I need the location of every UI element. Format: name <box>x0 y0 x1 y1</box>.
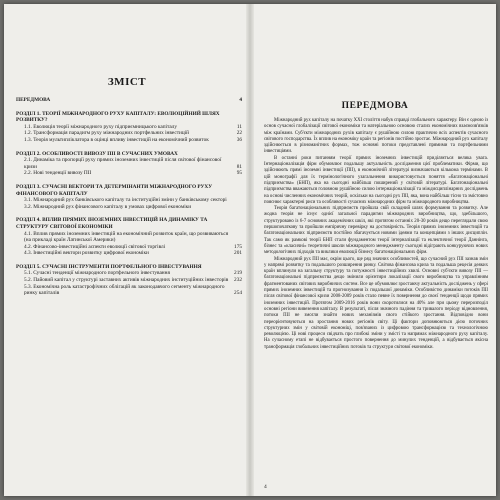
toc-entry-text: ПЕРЕДМОВА <box>16 97 51 103</box>
page-number: 4 <box>264 484 267 490</box>
preface-paragraph: В останні роки питанням теорії прямих іноземних інвестицій приділяється велика увага. Інтернаціоналізація фірм обумовлює подальшу актуальність дослідження цієї проблематики. Фірми, що здійснюють прямі іноземні інвестиції (ПІІ), в економічній літературі визначаються кількома термінами. В цій монографії для їх термінологічного узагальнення використовується поняття «багатонаціональні підприємства» (БНП), яка на сьогодні найбільш поширений у світовій літературі. Багатонаціональні підприємства вважаються головною рушійною силою інтернаціоналізації та міждисциплінарних досліджень на основі численних економічних теорій, оскільки на сьогодні рух ПІІ, яка, вона найбільш тісно та змістовно пояснює характерні риси та особливості сучасних міжнародних фірм та міжнародного виробництва. <box>264 155 488 205</box>
toc-entry-text: 3.1. Міжнародний рух банківського капіталу та інституційні зміни у банківському секторі <box>24 197 227 204</box>
toc-entry-page: 232 <box>234 277 242 284</box>
toc-entry-page: 201 <box>234 250 242 257</box>
toc-entry <box>16 111 242 124</box>
toc-entry-text: 1.3. Теорія мультипліклатора в оцінці впливу інвестицій на економічний розвиток <box>24 136 209 143</box>
toc-entry-text: 4.1. Вплив прямих іноземних інвестицій на економічний розвиток країн, що розвиваються (на прикладі країн Латинської Америки) <box>24 230 229 244</box>
toc-entry-text: 5.1. Сучасні тенденції міжнародного портфельного інвестування <box>24 270 170 277</box>
book-gutter <box>246 4 254 496</box>
toc-entry <box>16 137 242 144</box>
toc-entry-page: 11 <box>236 123 242 130</box>
toc-entry-page: 95 <box>236 170 242 177</box>
toc-entry-text: РОЗДІЛ 5. СУЧАСНІ ІНСТРУМЕНТИ ПОРТФЕЛЬНОГО ІНВЕСТУВАННЯ <box>16 263 202 270</box>
toc-entry-text: 2.1. Динаміка та пропорції руху прямих іноземних інвестицій після світової фінансової кризи <box>24 157 222 170</box>
toc-entry <box>16 184 242 197</box>
toc-entry <box>16 217 242 230</box>
toc-entry <box>16 250 242 257</box>
contents-title: ЗМІСТ <box>107 76 147 88</box>
toc-entry-text: 1.2. Трансформація парадигм руху міжнародних портфельних інвестицій <box>24 130 189 137</box>
preface-paragraph: Міжнародний рух ПІІ має, окрім цього, ще ряд значних особливостей, що сучасний рух ПІІ зазнав змін у напрямі розвитку та подальшого розширення ринку. Світова фінансова криза та подальша рецесія деяких країн вплинули на загальну структуру та потужності інвестиційних хвилі. Основні суб'єкти вивозу ПІІ — багатонаціональні підприємства дещо змінили орієнтири локалізації свого виробництва та управлінням фрагментованих світових виробничих систем. Все це обумовлює зростаючу актуальність досліджень у сфері прямих іноземних інвестицій та прогнозування їх подальшої динаміки. Особливістю динаміки потоків ПІІ після світової фінансової кризи 2008-2009 років стало певне їх повернення до своєї тенденції щодо прямих іноземних інвестицій. Протягом 2009-2016 років вони скоротилися на 40% але при цьому перерозподіл основні регіони вивезення капіталу. В результаті, після значного падіння та тривалого періоду відновлення, потоки ПІІ не змогли знайти нових механізмів свого стійкого зростання. Відповідно вони переорієнтовуються на зростання нових регіонів світу. Ці фактори доповнюються дією поточних структурних змін у світовій економіці, пов'язаних із цифровою трансформацією та технологічною революцією. Ці нові процеси свідчать про глибокі зміни у змісті та напрямах міжнародного руху капіталу. На сучасному етапі не відбувається простого повернення до минулих тенденцій, а відбувається якісна трансформація глобальних інвестиційних потоків та структури світової економіки. <box>264 256 488 350</box>
toc-entry-text: 4.2. Фінансово-інвестиційні аспекти еволюції світової торгівлі <box>24 243 166 250</box>
toc-entry <box>16 97 242 104</box>
toc-entry <box>16 157 242 170</box>
toc-entry <box>16 197 242 204</box>
toc-entry-text: 4.3. Інвестиційні вектори розвитку цифрової економіки <box>24 250 149 257</box>
toc-entry-text: РОЗДІЛ 4. ВПЛИВ ПРЯМИХ ІНОЗЕМНИХ ІНВЕСТИЦІЙ НА ДИНАМІКУ ТА СТРУКТУРУ СВІТОВОЇ ЕКОНОМІКИ <box>16 217 208 230</box>
toc-entry-text: 3.2. Міжнародний рух фінансового капіталу в умовах цифрової економіки <box>24 203 192 210</box>
toc-entry-page: 22 <box>236 130 242 137</box>
toc-entry-page: 254 <box>234 290 242 297</box>
toc-entry-page: 36 <box>236 136 242 143</box>
toc-entry-text: 5.3. Економічна роль катастрофічних облігацій як законодавчого сегменту міжнародного ринку капіталів <box>24 283 225 297</box>
toc-entry-page: 81 <box>236 163 242 170</box>
toc-entry-text: РОЗДІЛ 2. ОСОБЛИВОСТІ ВИВОЗУ ПІІ В СУЧАСНИХ УМОВАХ <box>16 150 178 157</box>
toc-entry <box>16 170 242 177</box>
preface-page <box>258 4 492 496</box>
toc-entry-page: 219 <box>234 270 242 277</box>
toc-entry <box>16 204 242 211</box>
toc-entry-text: РОЗДІЛ 1. ТЕОРІЇ МІЖНАРОДНОГО РУХУ КАПІТАЛУ: ЕВОЛЮЦІЙНИЙ ШЛЯХ РОЗВИТКУ? <box>16 110 220 124</box>
toc-entry-text: 5.2. Пайовий капітал у структурі заставних активів міжнародних інституційних інвесторів <box>24 277 229 284</box>
toc-entry <box>16 277 242 284</box>
toc-entry-page: 175 <box>234 243 242 250</box>
toc-entry <box>16 130 242 137</box>
book-spread <box>4 4 496 496</box>
toc-entry <box>16 284 242 297</box>
preface-paragraph: Теорія багатонаціональних підприємств пройшла свій складний шлях формування та розвитку. Але жодна теорія не існує однієї загальної парадигми міжнародних виробництва, що, здебільшого, структуровано із 6-7 основних академічних шкіл, які протягом останніх 20-30 років дещо переглядали свою першопочаткову та пройшли емпіричну перевірку на достовірність. Теорія прямих іноземних інвестицій та багатонаціональних підприємств постійно збагачується новими ідеями та концепціями з інших дисциплін. Так само як рамкові теорії БНП стали фундаментом теорії інтерналізації та еклектичної теорії Даннінга, бізнес та «класичні» теоретичні школи міжнародного менеджменту сьогодні відіграють конкуруючих нових методологічних підходів та виклики еволюції бізнесу багатонаціональних фірм. <box>264 206 488 256</box>
preface-title: ПЕРЕДМОВА <box>341 101 409 111</box>
toc-entry-text: 1.1. Еволюція теорії міжнародного руху підприємницького капіталу <box>24 123 178 130</box>
preface-body <box>264 118 488 351</box>
table-of-contents <box>16 97 242 297</box>
contents-page <box>10 4 244 496</box>
toc-entry-text: РОЗДІЛ 3. СУЧАСНІ ВЕКТОРИ ТА ДЕТЕРМІНАНТИ МІЖНАРОДНОГО РУХУ ФІНАНСОВОГО КАПІТАЛУ <box>16 183 213 197</box>
toc-entry-text: 2.2. Нові тенденції вивозу ПІІ <box>24 170 92 177</box>
toc-entry-page: 4 <box>239 97 242 103</box>
toc-entry <box>16 231 242 244</box>
preface-paragraph: Міжнародний рух капіталу на початку ХХІ століття набув справді глобального характеру. Він є одною із основ сучасної глобалізації світової економіки та матеріальною основою сталих економічних взаємозв'язків між країнами. Суб'єкти міжнародних рухів капіталу є рушійною силою практично всіх аспектів сучасного світового господарства. Їх вплив на економіку країн та регіонів постійно зростає. Міжнародний рух капіталу здійснюється в різноманітних формах, тож основні потоки представлені прямими та портфельними інвестиціями. <box>264 118 488 155</box>
